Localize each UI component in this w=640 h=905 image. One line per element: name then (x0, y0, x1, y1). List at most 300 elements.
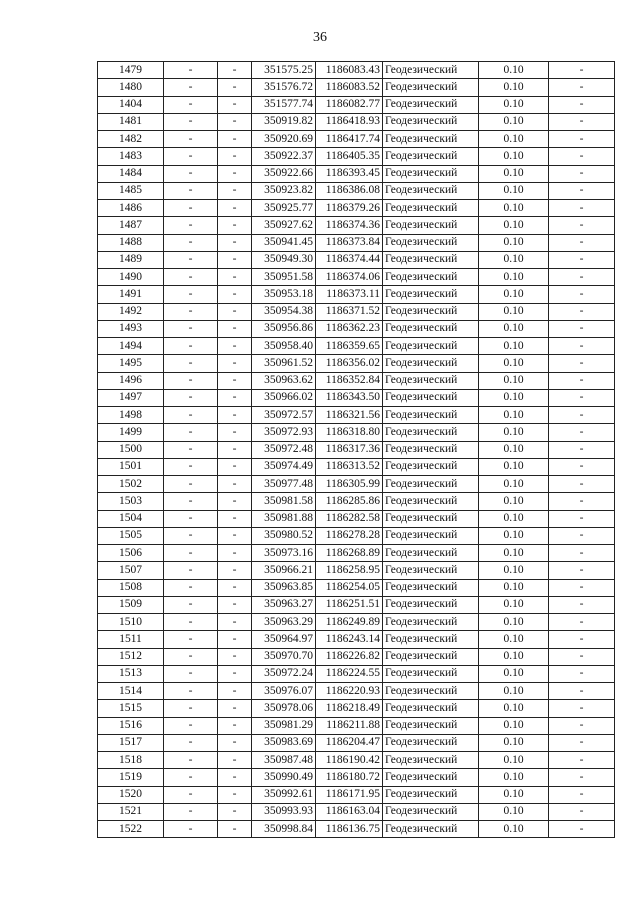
method: Геодезический (383, 476, 479, 493)
cell-dash: - (218, 476, 252, 493)
accuracy: 0.10 (479, 493, 549, 510)
cell-dash: - (218, 734, 252, 751)
coord-y: 1186083.43 (316, 62, 383, 79)
table-row (98, 372, 615, 389)
coord-x: 350963.85 (252, 579, 316, 596)
cell-dash: - (549, 96, 615, 113)
cell-dash: - (549, 631, 615, 648)
coord-x: 350920.69 (252, 131, 316, 148)
cell-dash: - (164, 200, 218, 217)
cell-dash: - (164, 734, 218, 751)
cell-dash: - (549, 200, 615, 217)
method: Геодезический (383, 665, 479, 682)
cell-dash: - (218, 62, 252, 79)
point-number: 1496 (98, 372, 164, 389)
coord-x: 350980.52 (252, 527, 316, 544)
accuracy: 0.10 (479, 372, 549, 389)
cell-dash: - (164, 424, 218, 441)
cell-dash: - (549, 424, 615, 441)
cell-dash: - (164, 148, 218, 165)
cell-dash: - (164, 614, 218, 631)
method: Геодезический (383, 493, 479, 510)
cell-dash: - (549, 320, 615, 337)
coord-y: 1186352.84 (316, 372, 383, 389)
point-number: 1483 (98, 148, 164, 165)
coord-y: 1186356.02 (316, 355, 383, 372)
cell-dash: - (164, 700, 218, 717)
coord-x: 350993.93 (252, 803, 316, 820)
coord-x: 350923.82 (252, 182, 316, 199)
coord-x: 351576.72 (252, 79, 316, 96)
cell-dash: - (218, 286, 252, 303)
accuracy: 0.10 (479, 407, 549, 424)
cell-dash: - (549, 527, 615, 544)
cell-dash: - (218, 545, 252, 562)
accuracy: 0.10 (479, 338, 549, 355)
point-number: 1484 (98, 165, 164, 182)
cell-dash: - (218, 700, 252, 717)
cell-dash: - (218, 165, 252, 182)
cell-dash: - (164, 62, 218, 79)
coord-x: 350951.58 (252, 269, 316, 286)
cell-dash: - (549, 269, 615, 286)
point-number: 1492 (98, 303, 164, 320)
cell-dash: - (164, 338, 218, 355)
cell-dash: - (218, 786, 252, 803)
coord-y: 1186317.36 (316, 441, 383, 458)
table-row (98, 493, 615, 510)
coord-y: 1186218.49 (316, 700, 383, 717)
cell-dash: - (218, 338, 252, 355)
coord-y: 1186220.93 (316, 683, 383, 700)
table-row (98, 803, 615, 820)
table-row (98, 286, 615, 303)
method: Геодезический (383, 96, 479, 113)
cell-dash: - (549, 493, 615, 510)
coord-y: 1186136.75 (316, 821, 383, 838)
accuracy: 0.10 (479, 631, 549, 648)
table-row (98, 320, 615, 337)
table-row (98, 596, 615, 613)
cell-dash: - (164, 683, 218, 700)
point-number: 1481 (98, 113, 164, 130)
coord-x: 350983.69 (252, 734, 316, 751)
point-number: 1479 (98, 62, 164, 79)
coord-y: 1186285.86 (316, 493, 383, 510)
coord-x: 350992.61 (252, 786, 316, 803)
table-row (98, 752, 615, 769)
cell-dash: - (164, 527, 218, 544)
accuracy: 0.10 (479, 734, 549, 751)
cell-dash: - (549, 389, 615, 406)
cell-dash: - (164, 665, 218, 682)
table-row (98, 389, 615, 406)
table-row (98, 527, 615, 544)
cell-dash: - (164, 79, 218, 96)
cell-dash: - (218, 269, 252, 286)
coord-x: 350978.06 (252, 700, 316, 717)
coord-y: 1186371.52 (316, 303, 383, 320)
coord-y: 1186082.77 (316, 96, 383, 113)
table-row (98, 510, 615, 527)
cell-dash: - (164, 786, 218, 803)
method: Геодезический (383, 269, 479, 286)
table-row (98, 338, 615, 355)
cell-dash: - (164, 545, 218, 562)
table-row (98, 545, 615, 562)
cell-dash: - (549, 355, 615, 372)
cell-dash: - (164, 821, 218, 838)
table-row (98, 424, 615, 441)
cell-dash: - (218, 441, 252, 458)
point-number: 1491 (98, 286, 164, 303)
coord-x: 350981.58 (252, 493, 316, 510)
point-number: 1499 (98, 424, 164, 441)
coord-y: 1186379.26 (316, 200, 383, 217)
cell-dash: - (164, 648, 218, 665)
point-number: 1509 (98, 596, 164, 613)
method: Геодезический (383, 372, 479, 389)
table-row (98, 441, 615, 458)
coord-x: 351577.74 (252, 96, 316, 113)
cell-dash: - (549, 734, 615, 751)
cell-dash: - (218, 320, 252, 337)
cell-dash: - (164, 269, 218, 286)
coord-y: 1186171.95 (316, 786, 383, 803)
method: Геодезический (383, 596, 479, 613)
cell-dash: - (164, 579, 218, 596)
method: Геодезический (383, 182, 479, 199)
cell-dash: - (549, 579, 615, 596)
accuracy: 0.10 (479, 683, 549, 700)
cell-dash: - (549, 131, 615, 148)
method: Геодезический (383, 165, 479, 182)
cell-dash: - (549, 79, 615, 96)
coord-x: 350963.27 (252, 596, 316, 613)
coord-y: 1186249.89 (316, 614, 383, 631)
table-row (98, 769, 615, 786)
point-number: 1506 (98, 545, 164, 562)
cell-dash: - (164, 769, 218, 786)
coord-y: 1186374.36 (316, 217, 383, 234)
table-row (98, 631, 615, 648)
coord-x: 350972.57 (252, 407, 316, 424)
accuracy: 0.10 (479, 200, 549, 217)
accuracy: 0.10 (479, 269, 549, 286)
point-number: 1520 (98, 786, 164, 803)
cell-dash: - (164, 493, 218, 510)
cell-dash: - (549, 665, 615, 682)
method: Геодезический (383, 734, 479, 751)
method: Геодезический (383, 441, 479, 458)
cell-dash: - (164, 562, 218, 579)
point-number: 1404 (98, 96, 164, 113)
method: Геодезический (383, 821, 479, 838)
coord-y: 1186204.47 (316, 734, 383, 751)
table-row (98, 165, 615, 182)
coord-y: 1186374.44 (316, 251, 383, 268)
accuracy: 0.10 (479, 165, 549, 182)
cell-dash: - (549, 113, 615, 130)
accuracy: 0.10 (479, 148, 549, 165)
table-row (98, 407, 615, 424)
cell-dash: - (218, 217, 252, 234)
coord-x: 350981.29 (252, 717, 316, 734)
coord-y: 1186321.56 (316, 407, 383, 424)
accuracy: 0.10 (479, 234, 549, 251)
point-number: 1510 (98, 614, 164, 631)
coord-x: 350972.24 (252, 665, 316, 682)
cell-dash: - (164, 631, 218, 648)
cell-dash: - (218, 769, 252, 786)
coord-x: 350966.21 (252, 562, 316, 579)
cell-dash: - (218, 113, 252, 130)
method: Геодезический (383, 148, 479, 165)
cell-dash: - (218, 458, 252, 475)
point-number: 1494 (98, 338, 164, 355)
cell-dash: - (164, 372, 218, 389)
accuracy: 0.10 (479, 62, 549, 79)
coord-x: 350941.45 (252, 234, 316, 251)
coord-x: 350976.07 (252, 683, 316, 700)
accuracy: 0.10 (479, 389, 549, 406)
cell-dash: - (164, 441, 218, 458)
cell-dash: - (218, 148, 252, 165)
cell-dash: - (549, 286, 615, 303)
point-number: 1516 (98, 717, 164, 734)
accuracy: 0.10 (479, 79, 549, 96)
point-number: 1485 (98, 182, 164, 199)
cell-dash: - (164, 803, 218, 820)
coord-y: 1186211.88 (316, 717, 383, 734)
cell-dash: - (218, 200, 252, 217)
cell-dash: - (218, 407, 252, 424)
table-row (98, 251, 615, 268)
table-row (98, 217, 615, 234)
cell-dash: - (549, 182, 615, 199)
point-number: 1501 (98, 458, 164, 475)
cell-dash: - (164, 476, 218, 493)
method: Геодезический (383, 631, 479, 648)
coord-x: 350922.37 (252, 148, 316, 165)
cell-dash: - (218, 821, 252, 838)
cell-dash: - (218, 424, 252, 441)
coord-x: 350970.70 (252, 648, 316, 665)
coord-x: 350956.86 (252, 320, 316, 337)
method: Геодезический (383, 286, 479, 303)
table-row (98, 562, 615, 579)
point-number: 1505 (98, 527, 164, 544)
accuracy: 0.10 (479, 803, 549, 820)
accuracy: 0.10 (479, 113, 549, 130)
table-row (98, 355, 615, 372)
point-number: 1517 (98, 734, 164, 751)
cell-dash: - (549, 545, 615, 562)
cell-dash: - (218, 562, 252, 579)
accuracy: 0.10 (479, 182, 549, 199)
cell-dash: - (218, 717, 252, 734)
table-row (98, 113, 615, 130)
cell-dash: - (549, 234, 615, 251)
accuracy: 0.10 (479, 441, 549, 458)
point-number: 1488 (98, 234, 164, 251)
method: Геодезический (383, 717, 479, 734)
method: Геодезический (383, 131, 479, 148)
coord-x: 350973.16 (252, 545, 316, 562)
point-number: 1502 (98, 476, 164, 493)
point-number: 1495 (98, 355, 164, 372)
coord-x: 350987.48 (252, 752, 316, 769)
cell-dash: - (164, 96, 218, 113)
point-number: 1480 (98, 79, 164, 96)
coord-y: 1186190.42 (316, 752, 383, 769)
accuracy: 0.10 (479, 665, 549, 682)
point-number: 1500 (98, 441, 164, 458)
point-number: 1486 (98, 200, 164, 217)
coord-x: 350966.02 (252, 389, 316, 406)
cell-dash: - (218, 579, 252, 596)
method: Геодезический (383, 79, 479, 96)
point-number: 1518 (98, 752, 164, 769)
cell-dash: - (164, 717, 218, 734)
cell-dash: - (164, 165, 218, 182)
point-number: 1511 (98, 631, 164, 648)
cell-dash: - (549, 251, 615, 268)
coord-x: 350972.48 (252, 441, 316, 458)
coord-y: 1186405.35 (316, 148, 383, 165)
method: Геодезический (383, 700, 479, 717)
method: Геодезический (383, 510, 479, 527)
coord-y: 1186254.05 (316, 579, 383, 596)
point-number: 1504 (98, 510, 164, 527)
cell-dash: - (164, 217, 218, 234)
table-row (98, 458, 615, 475)
method: Геодезический (383, 803, 479, 820)
cell-dash: - (218, 96, 252, 113)
coord-y: 1186373.11 (316, 286, 383, 303)
coord-y: 1186359.65 (316, 338, 383, 355)
point-number: 1493 (98, 320, 164, 337)
accuracy: 0.10 (479, 579, 549, 596)
table-row (98, 182, 615, 199)
cell-dash: - (549, 510, 615, 527)
table-row (98, 786, 615, 803)
cell-dash: - (164, 355, 218, 372)
point-number: 1515 (98, 700, 164, 717)
cell-dash: - (218, 234, 252, 251)
coord-y: 1186318.80 (316, 424, 383, 441)
cell-dash: - (549, 596, 615, 613)
coord-y: 1186163.04 (316, 803, 383, 820)
method: Геодезический (383, 458, 479, 475)
point-number: 1513 (98, 665, 164, 682)
cell-dash: - (218, 251, 252, 268)
cell-dash: - (549, 338, 615, 355)
coord-y: 1186362.23 (316, 320, 383, 337)
point-number: 1512 (98, 648, 164, 665)
table-row (98, 734, 615, 751)
coord-x: 350963.29 (252, 614, 316, 631)
cell-dash: - (549, 458, 615, 475)
coord-x: 350953.18 (252, 286, 316, 303)
method: Геодезический (383, 614, 479, 631)
cell-dash: - (218, 631, 252, 648)
cell-dash: - (218, 355, 252, 372)
cell-dash: - (218, 182, 252, 199)
method: Геодезический (383, 545, 479, 562)
coord-y: 1186386.08 (316, 182, 383, 199)
table-row (98, 476, 615, 493)
method: Геодезический (383, 786, 479, 803)
cell-dash: - (164, 182, 218, 199)
cell-dash: - (549, 407, 615, 424)
coordinates-table (97, 61, 615, 838)
table-body (98, 62, 615, 838)
method: Геодезический (383, 338, 479, 355)
table-row (98, 821, 615, 838)
accuracy: 0.10 (479, 821, 549, 838)
table-row (98, 96, 615, 113)
accuracy: 0.10 (479, 562, 549, 579)
accuracy: 0.10 (479, 303, 549, 320)
point-number: 1514 (98, 683, 164, 700)
coord-x: 350974.49 (252, 458, 316, 475)
cell-dash: - (549, 562, 615, 579)
cell-dash: - (549, 441, 615, 458)
coord-x: 350981.88 (252, 510, 316, 527)
coord-x: 350961.52 (252, 355, 316, 372)
page-number: 36 (313, 30, 327, 45)
method: Геодезический (383, 407, 479, 424)
cell-dash: - (549, 614, 615, 631)
coord-x: 350927.62 (252, 217, 316, 234)
cell-dash: - (549, 786, 615, 803)
coord-y: 1186083.52 (316, 79, 383, 96)
cell-dash: - (549, 683, 615, 700)
table-row (98, 579, 615, 596)
coord-y: 1186180.72 (316, 769, 383, 786)
method: Геодезический (383, 389, 479, 406)
cell-dash: - (164, 458, 218, 475)
coord-x: 351575.25 (252, 62, 316, 79)
coord-x: 350949.30 (252, 251, 316, 268)
coord-y: 1186393.45 (316, 165, 383, 182)
method: Геодезический (383, 234, 479, 251)
cell-dash: - (218, 752, 252, 769)
method: Геодезический (383, 424, 479, 441)
cell-dash: - (549, 148, 615, 165)
cell-dash: - (549, 752, 615, 769)
cell-dash: - (218, 614, 252, 631)
coord-y: 1186282.58 (316, 510, 383, 527)
cell-dash: - (549, 62, 615, 79)
cell-dash: - (549, 303, 615, 320)
cell-dash: - (164, 303, 218, 320)
cell-dash: - (164, 596, 218, 613)
table-row (98, 62, 615, 79)
cell-dash: - (218, 648, 252, 665)
method: Геодезический (383, 320, 479, 337)
table-row (98, 234, 615, 251)
accuracy: 0.10 (479, 320, 549, 337)
cell-dash: - (549, 700, 615, 717)
cell-dash: - (218, 527, 252, 544)
accuracy: 0.10 (479, 476, 549, 493)
method: Геодезический (383, 217, 479, 234)
coord-y: 1186243.14 (316, 631, 383, 648)
point-number: 1497 (98, 389, 164, 406)
method: Геодезический (383, 113, 479, 130)
